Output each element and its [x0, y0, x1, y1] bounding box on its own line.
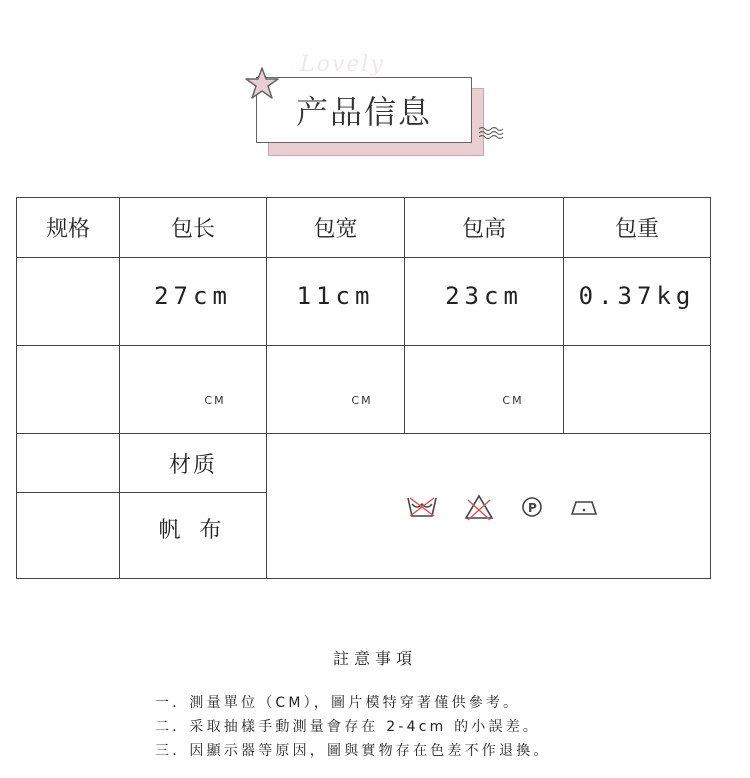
- header-width: 包宽: [313, 217, 358, 242]
- value-length: 27cm: [154, 282, 232, 310]
- unit-height: CM: [502, 393, 524, 407]
- page-title: 产品信息: [295, 93, 432, 131]
- background-script-text: Lovely: [300, 52, 385, 77]
- header-weight: 包重: [614, 217, 659, 242]
- value-width: 11cm: [296, 282, 375, 310]
- title-badge: [256, 77, 472, 143]
- iron-icon: [572, 502, 596, 514]
- material-value: 帆 布: [158, 517, 228, 543]
- star-icon: [244, 66, 280, 102]
- note-item-1: 一．測量單位（CM），圖片模特穿著僅供參考。: [155, 695, 521, 711]
- header-length: 包长: [170, 217, 215, 242]
- svg-text:P: P: [528, 501, 537, 515]
- care-icons: [404, 492, 604, 522]
- dry-clean-p-icon: [523, 498, 541, 516]
- header-height: 包高: [461, 217, 506, 242]
- no-bleach-icon: [466, 496, 492, 520]
- unit-width: CM: [351, 393, 373, 407]
- note-item-2: 二．采取抽樣手動測量會存在 2-4cm 的小誤差。: [155, 719, 541, 735]
- hand-wash-icon: [408, 498, 436, 516]
- waves-icon: [478, 126, 504, 140]
- material-label: 材质: [168, 452, 217, 478]
- value-weight: 0.37kg: [578, 282, 696, 310]
- unit-length: CM: [204, 393, 226, 407]
- header-spec: 规格: [45, 217, 90, 242]
- note-item-3: 三．因顯示器等原因，圖與實物存在色差不作退換。: [155, 743, 551, 759]
- value-height: 23cm: [445, 282, 523, 310]
- notes-title: 註意事項: [332, 649, 417, 668]
